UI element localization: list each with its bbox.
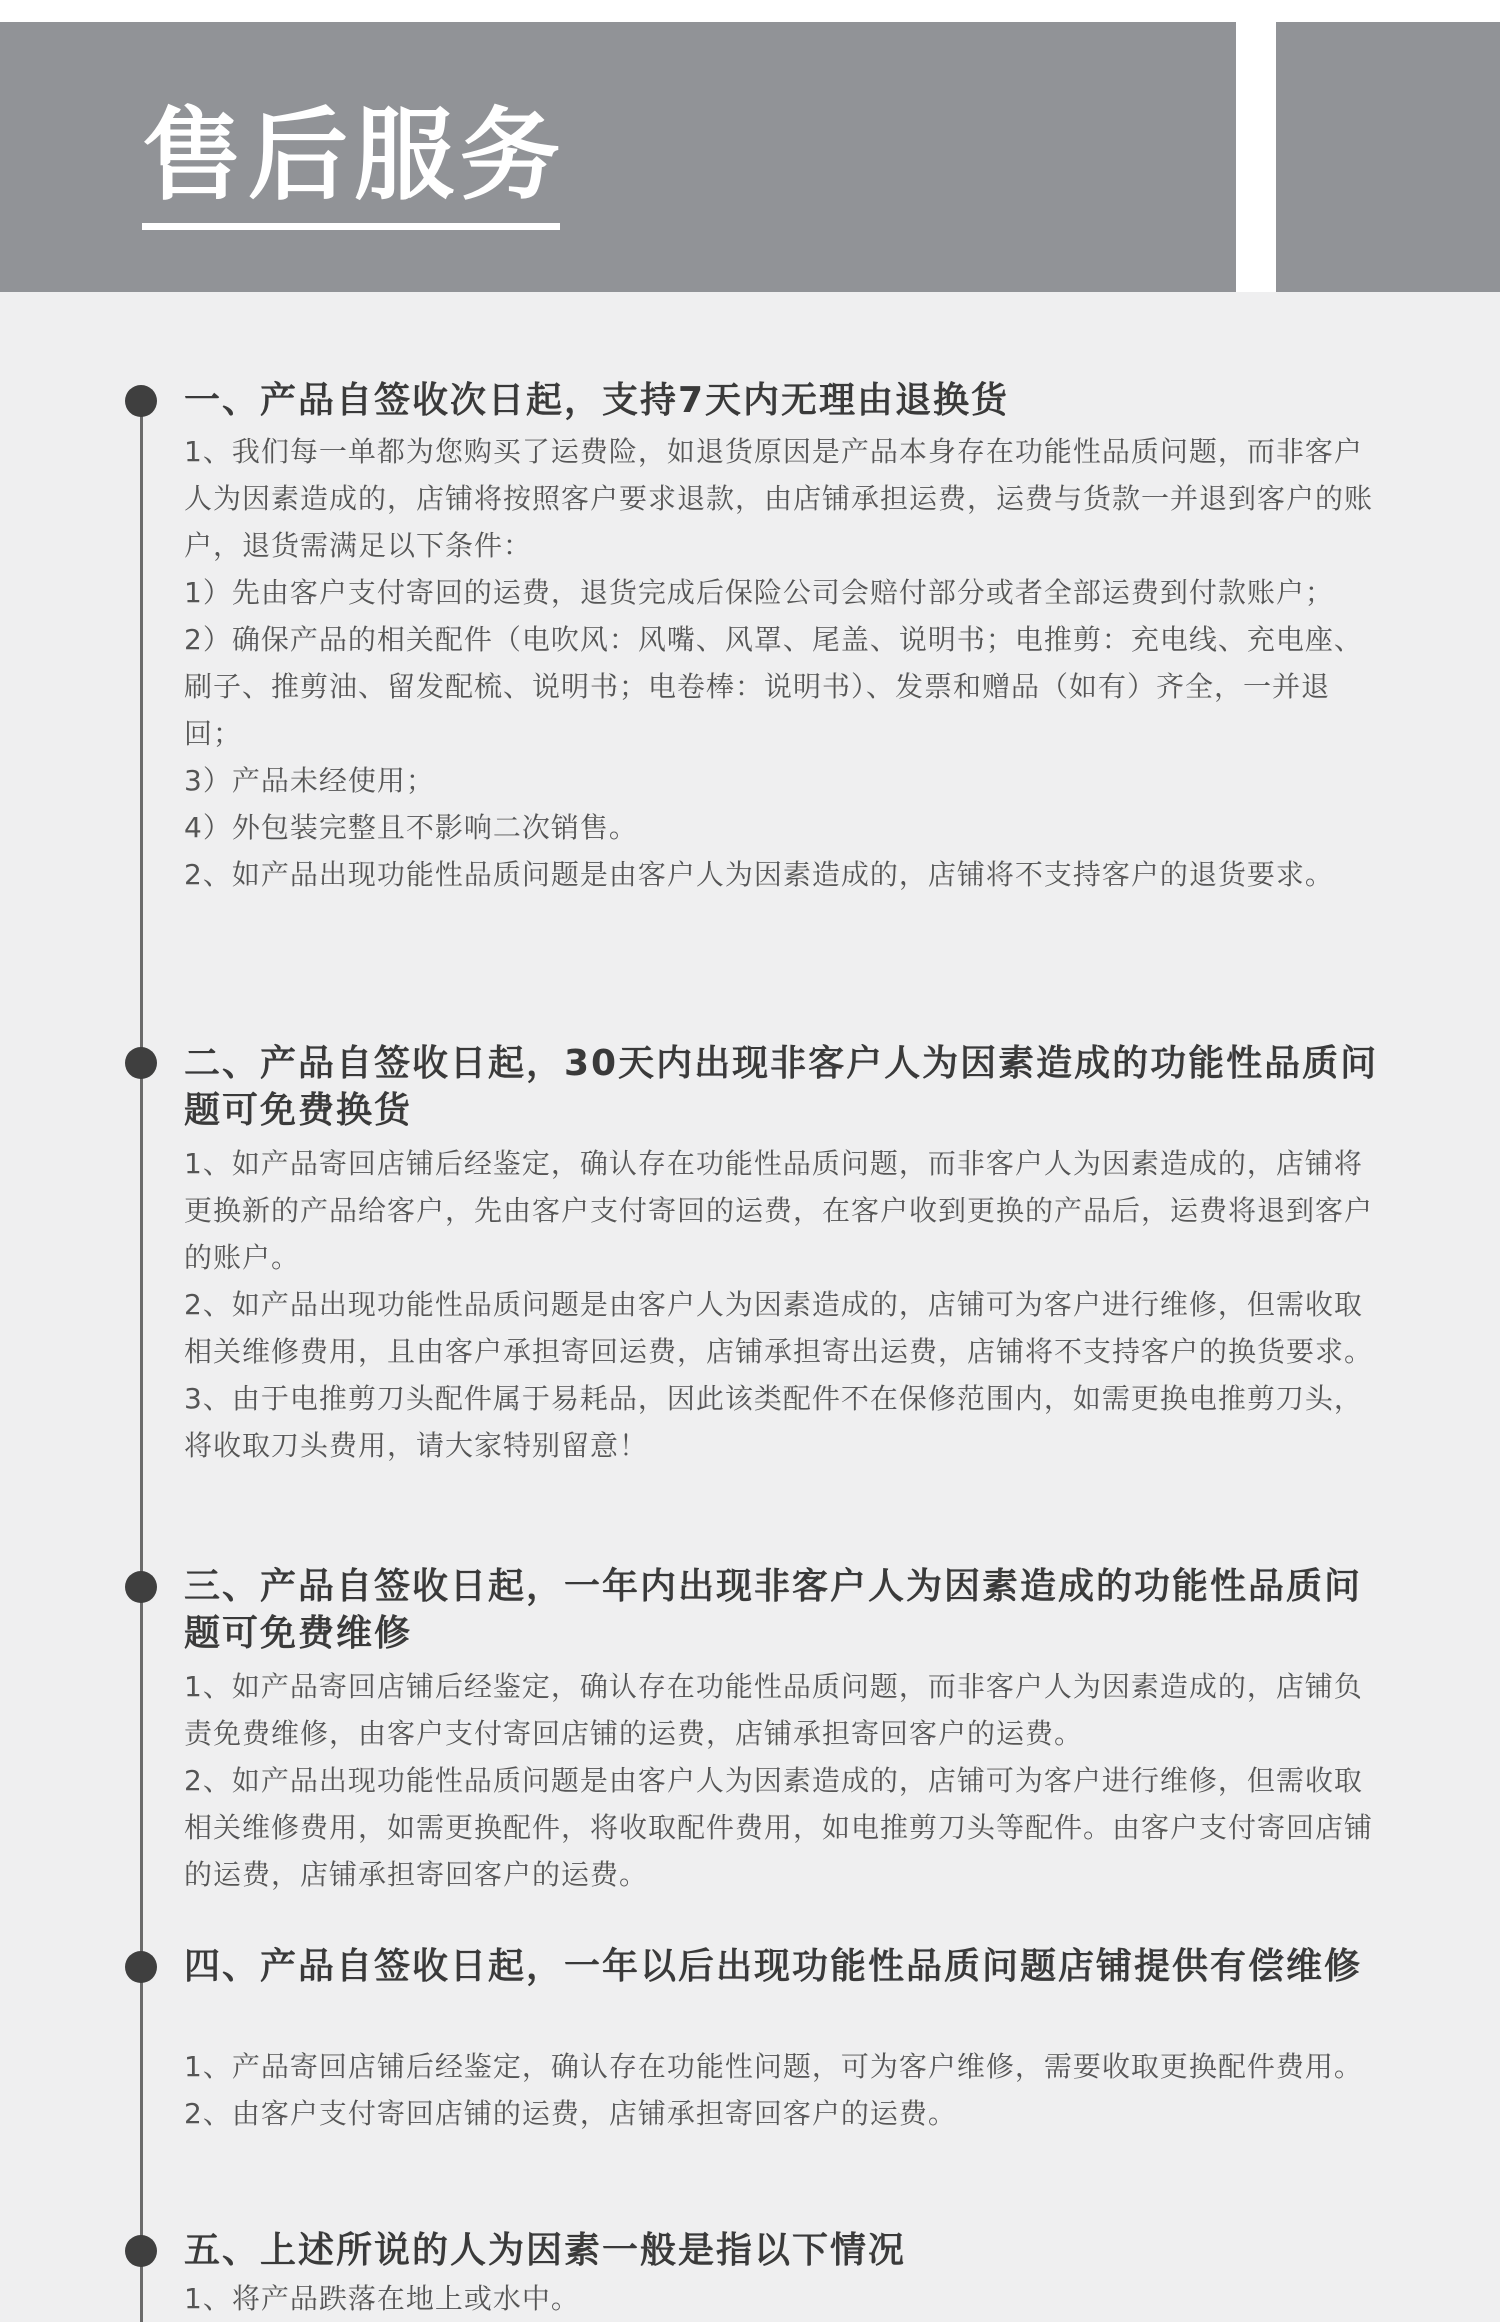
paragraph: 2）确保产品的相关配件（电吹风：风嘴、风罩、尾盖、说明书；电推剪：充电线、充电座、刷子、推剪油、留发配梳、说明书；电卷棒：说明书）、发票和赠品（如有）齐全，一并退回； [184,623,1363,750]
paragraph: 3）产品未经使用； [184,764,435,797]
section-title: 二、产品自签收日起，30天内出现非客户人为因素造成的功能性品质问题可免费换货 [184,1043,1379,1131]
timeline-dot [125,1047,157,1079]
section-title: 三、产品自签收日起，一年内出现非客户人为因素造成的功能性品质问题可免费维修 [184,1566,1363,1654]
section-body [184,428,1380,898]
page-title: 售后服务 [142,97,566,214]
paragraph: 2、如产品出现功能性品质问题是由客户人为因素造成的，店铺可为客户进行维修，但需收取相关维修费用，且由客户承担寄回运费，店铺承担寄出运费，店铺将不支持客户的换货要求。 [184,1288,1374,1368]
timeline-dot [125,2235,157,2267]
section-title: 五、上述所说的人为因素一般是指以下情况 [184,2230,907,2271]
timeline-line [140,400,143,2322]
timeline-dot [125,1951,157,1983]
section-title: 一、产品自签收次日起，支持7天内无理由退换货 [184,380,1010,421]
paragraph: 4）外包装完整且不影响二次销售。 [184,811,638,844]
paragraph: 1、产品寄回店铺后经鉴定，确认存在功能性问题，可为客户维修，需要收取更换配件费用。 [184,2050,1363,2083]
section-body [184,1140,1380,1469]
paragraph: 2、由客户支付寄回店铺的运费，店铺承担寄回客户的运费。 [184,2097,957,2130]
section-body [184,2043,1380,2137]
paragraph: 1、如产品寄回店铺后经鉴定，确认存在功能性品质问题，而非客户人为因素造成的，店铺将更换新的产品给客户，先由客户支付寄回的运费，在客户收到更换的产品后，运费将退到客户的账户。 [184,1147,1374,1274]
paragraph: 2、如产品出现功能性品质问题是由客户人为因素造成的，店铺将不支持客户的退货要求。 [184,858,1334,891]
paragraph: 1、将产品跌落在地上或水中。 [184,2282,580,2315]
paragraph: 2、如产品出现功能性品质问题是由客户人为因素造成的，店铺可为客户进行维修，但需收取相关维修费用，如需更换配件，将收取配件费用，如电推剪刀头等配件。由客户支付寄回店铺的运费，店铺承担寄回客户的运费。 [184,1764,1374,1891]
paragraph: 1、如产品寄回店铺后经鉴定，确认存在功能性品质问题，而非客户人为因素造成的，店铺负责免费维修，由客户支付寄回店铺的运费，店铺承担寄回客户的运费。 [184,1670,1363,1750]
timeline-dot [125,1571,157,1603]
section-title: 四、产品自签收日起，一年以后出现功能性品质问题店铺提供有偿维修 [184,1946,1363,1987]
paragraph: 1、我们每一单都为您购买了运费险，如退货原因是产品本身存在功能性品质问题，而非客户人为因素造成的，店铺将按照客户要求退款，由店铺承担运费，运费与货款一并退到客户的账户，退货需满足以下条件： [184,435,1374,562]
title-underline [142,223,560,230]
top-margin [0,0,1500,22]
paragraph: 1）先由客户支付寄回的运费，退货完成后保险公司会赔付部分或者全部运费到付款账户； [184,576,1334,609]
section-body [184,2275,1380,2322]
section-body [184,1663,1380,1898]
header-banner-right [1276,22,1500,292]
banner-gap [1236,22,1276,292]
paragraph: 3、由于电推剪刀头配件属于易耗品，因此该类配件不在保修范围内，如需更换电推剪刀头，将收取刀头费用，请大家特别留意！ [184,1382,1363,1462]
timeline-dot [125,385,157,417]
